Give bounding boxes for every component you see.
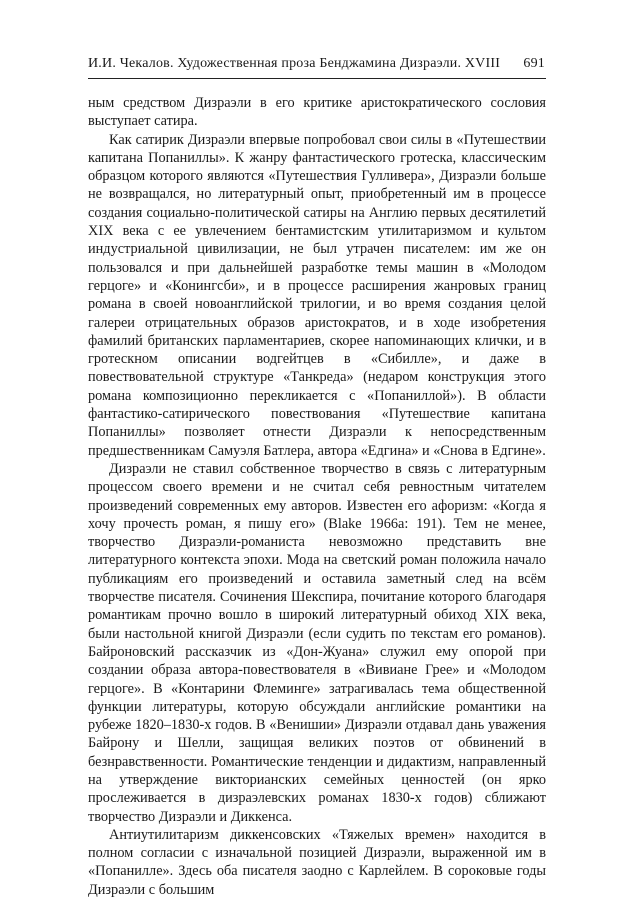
paragraph-continuation: ным средством Дизраэли в его критике аристократического сословия выступает сатира. <box>88 95 546 130</box>
main-text <box>88 94 546 899</box>
running-header <box>88 56 545 72</box>
paragraph-anti-utilitarianism: Антиутилитаризм диккенсовских «Тяжелых времен» находится в полном согласии с изначальной позицией Дизраэли, выраженной им в «Попанилле». Здесь оба писателя заодно с Карлейлем. В сороковые годы Дизраэли с большим <box>88 826 546 898</box>
running-title: И.И. Чекалов. Художественная проза Бенджамина Дизраэли. XVIII <box>88 56 501 71</box>
page-number: 691 <box>523 56 545 71</box>
paragraph-literary-context: Дизраэли не ставил собственное творчество в связь с литературным процессом своего времени и не считал себя ревностным читателем произведений современных ему авторов. Известен его афоризм: «Когда я хочу прочесть роман, я пишу его» (Blake 1966a: 191). Тем не менее, творчество Дизраэли-романиста невозможно представить вне литературного контекста эпохи. Мода на светский роман положила начало публикациям его произведений и оставила заметный след на всём творчестве писателя. Сочинения Шекспира, почитание которого благодаря романтикам прочно вошло в широкий литературный обиход XIX века, были настольной книгой Дизраэли (если судить по текстам его романов). Байроновский рассказчик из «Дон-Жуана» служил ему опорой при создании образа автора-повествователя в «Вивиане Грее» и «Молодом герцоге». В «Контарини Флеминге» затрагивалась тема общественной функции литературы, которую обсуждали английские романтики на рубеже 1820–1830-х годов. В «Венишии» Дизраэли отдавал дань уважения Байрону и Шелли, защищая великих поэтов от обвинений в безнравственности. Романтические тенденции и дидактизм, направленный на утверждение викторианских семейных ценностей (он ярко прослеживается в дизраэлевских романах 1830-х годов) сближают творчество Дизраэли и Диккенса. <box>88 460 546 825</box>
paragraph-popanilla-satire: Как сатирик Дизраэли впервые попробовал свои силы в «Путешествии капитана Попаниллы». К жанру фантастического гротеска, классическим образцом которого являются «Путешествия Гулливера», Дизраэли больше не возвращался, но литературный опыт, приобретенный им в процессе создания социально-политической сатиры на Англию первых десятилетий XIX века с ее увлечением бентамистским утилитаризмом и культом индустриальной цивилизации, не был утрачен писателем: им же он пользовался и при дальнейшей разработке темы машин в «Молодом герцоге» и «Конингсби», и в процессе расширения жанровых границ романа в своей новоанглийской трилогии, и во время создания целой галереи отрицательных образов аристократов, и в ходе изобретения фамилий британских парламентариев, скорее напоминающих клички, и в гротескном описании водгейтцев в «Сибилле», и даже в повествовательной структуре «Танкреда» (недаром конструкция этого романа композиционно перекликается с «Попаниллой»). В области фантастико-сатирического повествования «Путешествие капитана Попаниллы» позволяет отнести Дизраэли к непосредственным предшественникам Самуэля Батлера, автора «Едгина» и «Снова в Едгине». <box>88 131 546 459</box>
header-rule <box>88 78 546 79</box>
